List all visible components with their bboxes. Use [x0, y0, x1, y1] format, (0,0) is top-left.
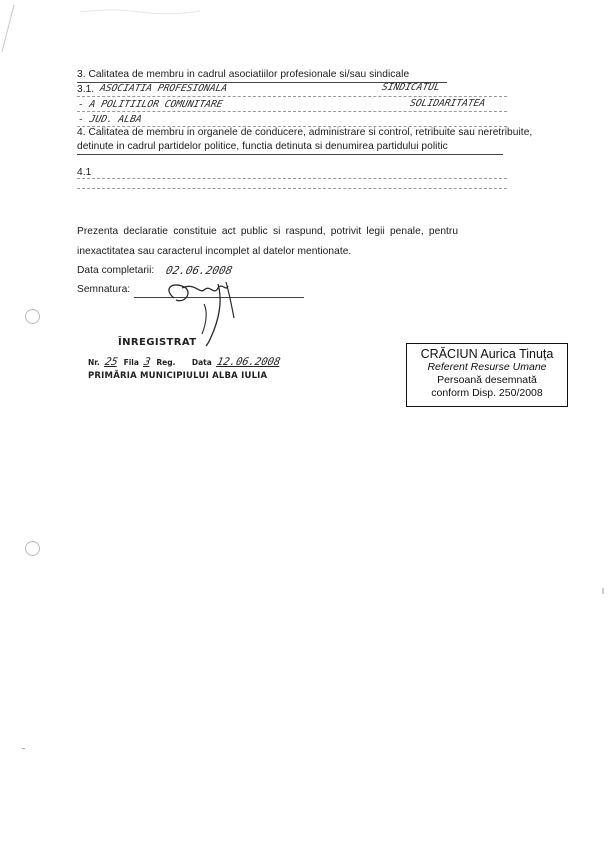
declaration-line1: Prezenta declaratie constituie act public si raspund, potrivit legii penale, pentru [77, 226, 459, 237]
section3-line3-left: - JUD. ALBA [76, 114, 143, 125]
reg-nr-label: Nr. [88, 358, 100, 367]
registration-stamp-institution: PRIMĂRIA MUNICIPIULUI ALBA IULIA [88, 371, 268, 381]
reg-nr-value: 25 [104, 356, 120, 368]
scan-mark-left [22, 748, 25, 749]
declaration-line2: inexactitatea sau caracterul incomplet al datelor mentionate. [77, 246, 352, 257]
section4-heading-line1: 4. Calitatea de membru in organele de conducere, administrare si control, retribuite sau neretribuite, [77, 127, 533, 138]
official-stamp-line3: Persoană desemnată [437, 374, 537, 386]
date-value: 02.06.2008 [164, 264, 234, 277]
section4-heading-underline [77, 154, 503, 155]
section3-line1-rule [77, 96, 507, 97]
official-stamp-name: CRĂCIUN Aurica Tinuța [420, 347, 554, 361]
section3-heading: 3. Calitatea de membru in cadrul asociatiilor profesionale si/sau sindicale [77, 69, 410, 80]
section4-line1-rule [77, 178, 507, 179]
reg-data-label: Data [191, 358, 212, 367]
date-label: Data completarii: [77, 265, 155, 276]
registration-stamp-title: ÎNREGISTRAT [118, 337, 197, 348]
section3-line1-left: ASOCIATIA PROFESIONALA [98, 83, 229, 94]
section4-item-number: 4.1 [77, 167, 92, 178]
official-stamp-box [406, 343, 568, 407]
registration-stamp-fields [88, 350, 281, 369]
reg-reg-label: Reg. [156, 358, 176, 367]
official-stamp-role: Referent Resurse Umane [427, 361, 547, 373]
section3-line2-rule [77, 111, 507, 112]
punch-hole-top [25, 309, 40, 324]
signature-label: Semnatura: [77, 284, 131, 295]
scan-artifacts [0, 0, 612, 60]
punch-hole-bottom [25, 541, 40, 556]
section4-heading-line2: detinute in cadrul partidelor politice, functia detinuta si denumirea partidului politic [77, 141, 448, 152]
reg-fila-value: 3 [143, 356, 153, 368]
section3-item-number: 3.1. [77, 84, 95, 95]
section4-line2-rule [77, 188, 507, 189]
section3-line2-right: SOLIDARITATEA [408, 98, 487, 109]
section3-line1-right: SINDICATUL [380, 82, 441, 93]
reg-fila-label: Fila [123, 358, 139, 367]
official-stamp-line4: conform Disp. 250/2008 [431, 387, 543, 399]
section3-line2-left: - A POLITIILOR COMUNITARE [76, 99, 224, 110]
reg-data-value: 12.06.2008 [216, 356, 282, 368]
scan-mark-right [602, 588, 604, 594]
